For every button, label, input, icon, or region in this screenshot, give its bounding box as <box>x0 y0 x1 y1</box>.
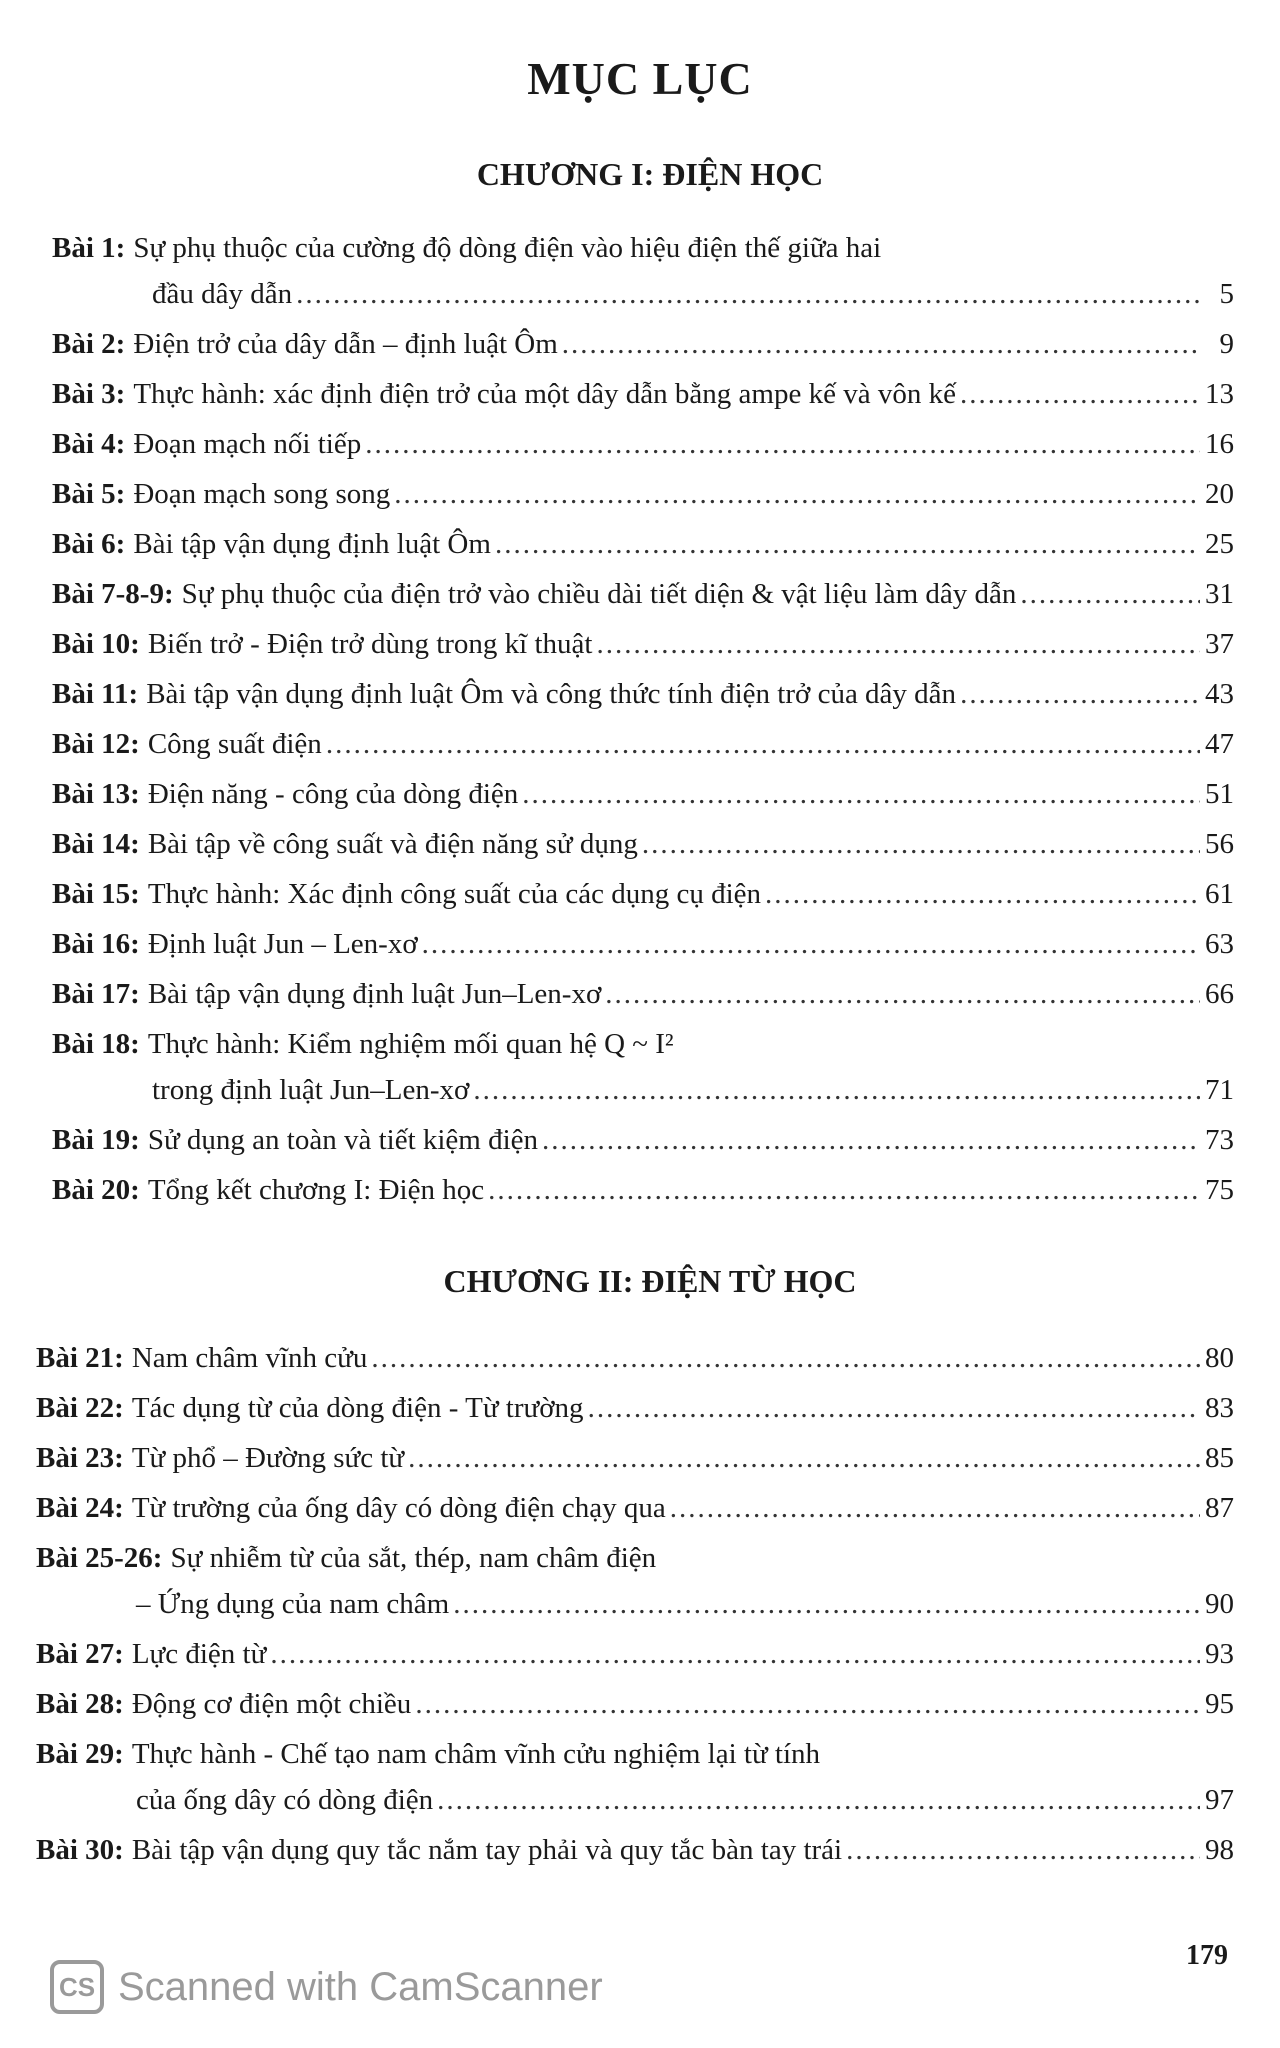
lesson-number: Bài 22: <box>36 1392 124 1424</box>
page-ref: 93 <box>1205 1638 1234 1670</box>
toc-entry <box>52 621 1234 671</box>
toc-entry <box>52 571 1234 621</box>
toc-entry <box>36 1335 1234 1385</box>
toc-entry <box>36 1485 1234 1535</box>
lesson-title: Sử dụng an toàn và tiết kiệm điện <box>147 1124 539 1156</box>
dot-leader <box>365 421 1200 467</box>
dot-leader <box>453 1581 1200 1627</box>
lesson-title: Định luật Jun – Len-xơ <box>147 928 418 960</box>
lesson-number: Bài 11: <box>52 678 139 710</box>
lesson-number: Bài 2: <box>52 328 126 360</box>
lesson-number: Bài 5: <box>52 478 126 510</box>
lesson-title-continued: trong định luật Jun–Len-xơ <box>152 1074 470 1106</box>
toc-entry <box>36 1385 1234 1435</box>
dot-leader <box>596 621 1200 667</box>
chapter-1-heading: CHƯƠNG I: ĐIỆN HỌC <box>476 156 824 192</box>
lesson-title: Bài tập vận dụng định luật Ôm <box>133 528 491 560</box>
lesson-title-continued: – Ứng dụng của nam châm <box>136 1588 450 1620</box>
lesson-title: Điện năng - công của dòng điện <box>147 778 519 810</box>
lesson-number: Bài 16: <box>52 928 140 960</box>
dot-leader <box>960 671 1200 717</box>
lesson-number: Bài 4: <box>52 428 126 460</box>
dot-leader <box>408 1435 1200 1481</box>
toc-entry <box>52 421 1234 471</box>
lesson-title: Thực hành: Kiểm nghiệm mối quan hệ Q ~ I² <box>147 1028 674 1060</box>
page-ref: 37 <box>1205 628 1234 660</box>
lesson-number: Bài 27: <box>36 1638 124 1670</box>
lesson-title: Bài tập vận dụng quy tắc nắm tay phải và quy tắc bàn tay trái <box>131 1834 843 1866</box>
dot-leader <box>1020 571 1200 617</box>
lesson-number: Bài 30: <box>36 1834 124 1866</box>
lesson-title: Công suất điện <box>147 728 322 760</box>
lesson-title: Sự phụ thuộc của cường độ dòng điện vào hiệu điện thế giữa hai <box>133 232 882 264</box>
lesson-title: Sự phụ thuộc của điện trở vào chiều dài tiết diện & vật liệu làm dây dẫn <box>181 578 1017 610</box>
toc-entry <box>52 821 1234 871</box>
page-ref: 73 <box>1205 1124 1234 1156</box>
camscanner-logo-icon: CS <box>50 1960 104 2014</box>
lesson-number: Bài 24: <box>36 1492 124 1524</box>
chapter-2-heading: CHƯƠNG II: ĐIỆN TỪ HỌC <box>443 1263 857 1299</box>
page-ref: 61 <box>1205 878 1234 910</box>
lesson-number: Bài 6: <box>52 528 126 560</box>
page-ref: 71 <box>1205 1074 1234 1106</box>
dot-leader <box>473 1067 1200 1113</box>
page-ref: 83 <box>1205 1392 1234 1424</box>
page-number: 179 <box>1186 1940 1228 1971</box>
lesson-title: Đoạn mạch nối tiếp <box>133 428 362 460</box>
lesson-number: Bài 25-26: <box>36 1542 163 1574</box>
toc-entry <box>52 721 1234 771</box>
lesson-title: Thực hành: xác định điện trở của một dây dẫn bằng ampe kế và vôn kế <box>133 378 956 410</box>
toc-entry <box>36 1435 1234 1485</box>
page-ref: 20 <box>1205 478 1234 510</box>
lesson-number: Bài 18: <box>52 1028 140 1060</box>
lesson-title: Từ phổ – Đường sức từ <box>131 1442 405 1474</box>
lesson-title: Điện trở của dây dẫn – định luật Ôm <box>133 328 558 360</box>
dot-leader <box>326 721 1200 767</box>
lesson-number: Bài 15: <box>52 878 140 910</box>
lesson-number: Bài 7-8-9: <box>52 578 174 610</box>
lesson-number: Bài 20: <box>52 1174 140 1206</box>
page-ref: 80 <box>1205 1342 1234 1374</box>
lesson-number: Bài 14: <box>52 828 140 860</box>
page-ref: 66 <box>1205 978 1234 1010</box>
dot-leader <box>437 1777 1200 1823</box>
page-ref: 85 <box>1205 1442 1234 1474</box>
watermark-text: Scanned with CamScanner <box>118 1964 603 2009</box>
dot-leader <box>765 871 1200 917</box>
toc-entry <box>52 871 1234 921</box>
lesson-number: Bài 19: <box>52 1124 140 1156</box>
toc-entry <box>52 1117 1234 1167</box>
dot-leader <box>394 471 1200 517</box>
dot-leader <box>642 821 1200 867</box>
toc-entry <box>52 771 1234 821</box>
lesson-number: Bài 21: <box>36 1342 124 1374</box>
dot-leader <box>542 1117 1200 1163</box>
toc-entry <box>52 671 1234 721</box>
lesson-title: Nam châm vĩnh cửu <box>131 1342 368 1374</box>
lesson-number: Bài 29: <box>36 1738 124 1770</box>
toc-entry <box>52 971 1234 1021</box>
chapter-2-toc <box>36 1335 1234 1877</box>
lesson-number: Bài 1: <box>52 232 126 264</box>
toc-entry <box>52 921 1234 971</box>
lesson-title: Động cơ điện một chiều <box>131 1688 412 1720</box>
chapter-1-toc <box>52 225 1234 1217</box>
lesson-title-continued: của ống dây có dòng điện <box>136 1784 434 1816</box>
toc-entry <box>52 1021 1234 1117</box>
lesson-title: Bài tập về công suất và điện năng sử dụng <box>147 828 638 860</box>
toc-entry <box>52 321 1234 371</box>
lesson-title-continued: đầu dây dẫn <box>152 278 293 310</box>
dot-leader <box>605 971 1200 1017</box>
dot-leader <box>522 771 1200 817</box>
toc-entry <box>52 225 1234 321</box>
lesson-title: Sự nhiễm từ của sắt, thép, nam châm điện <box>170 1542 657 1574</box>
dot-leader <box>371 1335 1200 1381</box>
lesson-title: Từ trường của ống dây có dòng điện chạy qua <box>131 1492 666 1524</box>
toc-entry <box>36 1681 1234 1731</box>
lesson-title: Bài tập vận dụng định luật Jun–Len-xơ <box>147 978 602 1010</box>
lesson-title: Biến trở - Điện trở dùng trong kĩ thuật <box>147 628 593 660</box>
dot-leader <box>415 1681 1200 1727</box>
toc-entry <box>52 521 1234 571</box>
dot-leader <box>296 271 1200 317</box>
toc-entry <box>36 1535 1234 1631</box>
toc-entry <box>52 1167 1234 1217</box>
page-ref: 98 <box>1205 1834 1234 1866</box>
toc-entry <box>52 471 1234 521</box>
page-ref: 90 <box>1205 1588 1234 1620</box>
page-ref: 63 <box>1205 928 1234 960</box>
dot-leader <box>422 921 1200 967</box>
page-ref: 47 <box>1205 728 1234 760</box>
dot-leader <box>588 1385 1200 1431</box>
toc-entry <box>36 1827 1234 1877</box>
dot-leader <box>495 521 1200 567</box>
camscanner-watermark <box>50 1960 603 2014</box>
page-ref: 16 <box>1205 428 1234 460</box>
lesson-number: Bài 28: <box>36 1688 124 1720</box>
lesson-number: Bài 10: <box>52 628 140 660</box>
page-title: MỤC LỤC <box>527 53 753 104</box>
page-ref: 9 <box>1219 328 1234 360</box>
dot-leader <box>562 321 1200 367</box>
dot-leader <box>960 371 1200 417</box>
lesson-title: Tác dụng từ của dòng điện - Từ trường <box>131 1392 584 1424</box>
lesson-number: Bài 13: <box>52 778 140 810</box>
toc-entry <box>36 1731 1234 1827</box>
page-ref: 31 <box>1205 578 1234 610</box>
lesson-number: Bài 3: <box>52 378 126 410</box>
lesson-title: Lực điện từ <box>131 1638 267 1670</box>
page-ref: 87 <box>1205 1492 1234 1524</box>
lesson-title: Đoạn mạch song song <box>133 478 391 510</box>
lesson-title: Thực hành - Chế tạo nam châm vĩnh cửu nghiệm lại từ tính <box>131 1738 821 1770</box>
dot-leader <box>670 1485 1200 1531</box>
page-ref: 75 <box>1205 1174 1234 1206</box>
lesson-number: Bài 23: <box>36 1442 124 1474</box>
toc-entry <box>52 371 1234 421</box>
page-ref: 51 <box>1205 778 1234 810</box>
lesson-title: Thực hành: Xác định công suất của các dụng cụ điện <box>147 878 762 910</box>
dot-leader <box>488 1167 1200 1213</box>
page-ref: 25 <box>1205 528 1234 560</box>
lesson-title: Tổng kết chương I: Điện học <box>147 1174 485 1206</box>
lesson-number: Bài 12: <box>52 728 140 760</box>
page-ref: 5 <box>1219 278 1234 310</box>
toc-entry <box>36 1631 1234 1681</box>
page-ref: 56 <box>1205 828 1234 860</box>
page-ref: 97 <box>1205 1784 1234 1816</box>
lesson-number: Bài 17: <box>52 978 140 1010</box>
dot-leader <box>846 1827 1200 1873</box>
page-ref: 95 <box>1205 1688 1234 1720</box>
page-ref: 43 <box>1205 678 1234 710</box>
lesson-title: Bài tập vận dụng định luật Ôm và công thức tính điện trở của dây dẫn <box>146 678 957 710</box>
dot-leader <box>270 1631 1200 1677</box>
page-ref: 13 <box>1205 378 1234 410</box>
